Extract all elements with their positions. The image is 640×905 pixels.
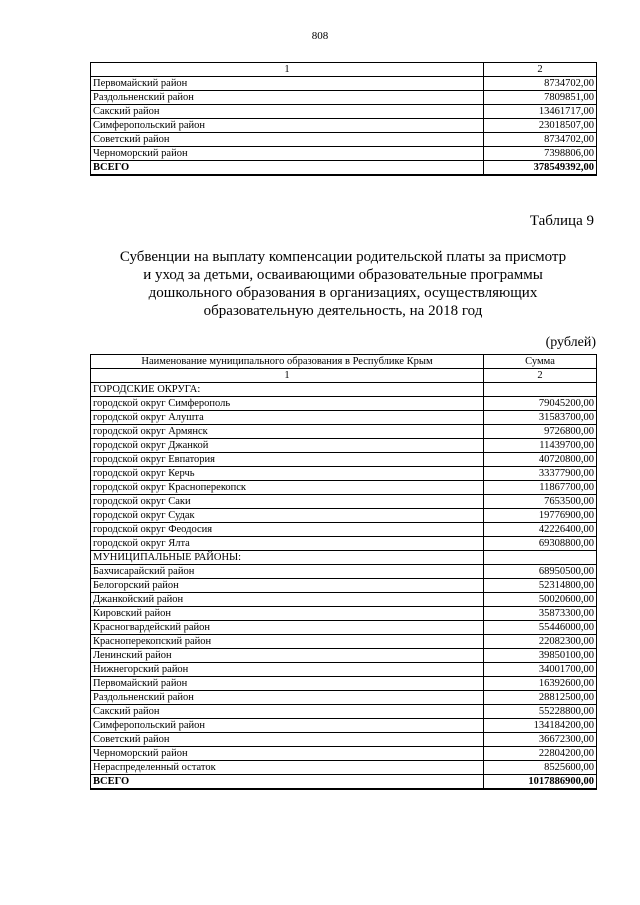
row-value: 23018507,00 — [484, 119, 597, 133]
table-row — [91, 663, 597, 677]
row-value: 52314800,00 — [484, 579, 597, 593]
table-row — [91, 761, 597, 775]
table-row — [91, 579, 597, 593]
row-value: 22804200,00 — [484, 747, 597, 761]
row-value: 68950500,00 — [484, 565, 597, 579]
row-name: городской округ Керчь — [91, 467, 484, 481]
row-value: 7653500,00 — [484, 495, 597, 509]
total-row — [91, 161, 597, 176]
row-value: 34001700,00 — [484, 663, 597, 677]
table-row — [91, 77, 597, 91]
table-row — [91, 411, 597, 425]
row-name: городской округ Ялта — [91, 537, 484, 551]
row-name: ВСЕГО — [91, 775, 484, 790]
row-name: Симферопольский район — [91, 119, 484, 133]
table-row — [91, 453, 597, 467]
column-number-row — [91, 63, 597, 77]
row-value: 8734702,00 — [484, 77, 597, 91]
row-name: Черноморский район — [91, 747, 484, 761]
row-name: Сакский район — [91, 105, 484, 119]
title-line: и уход за детьми, осваивающими образовательные программы — [143, 267, 543, 283]
row-name: Советский район — [91, 133, 484, 147]
row-name: городской округ Джанкой — [91, 439, 484, 453]
row-value: 134184200,00 — [484, 719, 597, 733]
row-value: 42226400,00 — [484, 523, 597, 537]
column-number-row — [91, 369, 597, 383]
table-row — [91, 607, 597, 621]
table-row — [91, 635, 597, 649]
row-name: городской округ Судак — [91, 509, 484, 523]
column-number-2: 2 — [484, 63, 597, 77]
header-name: Наименование муниципального образования в Республике Крым — [91, 355, 484, 369]
row-value: 33377900,00 — [484, 467, 597, 481]
row-name: Черноморский район — [91, 147, 484, 161]
row-name: Раздольненский район — [91, 91, 484, 105]
row-name: городской округ Армянск — [91, 425, 484, 439]
row-name: городской округ Алушта — [91, 411, 484, 425]
row-value: 31583700,00 — [484, 411, 597, 425]
row-name: ГОРОДСКИЕ ОКРУГА: — [91, 383, 484, 397]
row-name: ВСЕГО — [91, 161, 484, 176]
column-number-1: 1 — [91, 63, 484, 77]
row-name: Белогорский район — [91, 579, 484, 593]
table-row — [91, 467, 597, 481]
table-row — [91, 439, 597, 453]
row-name: МУНИЦИПАЛЬНЫЕ РАЙОНЫ: — [91, 551, 484, 565]
row-value — [484, 383, 597, 397]
row-name: Раздольненский район — [91, 691, 484, 705]
table-row — [91, 397, 597, 411]
row-value: 9726800,00 — [484, 425, 597, 439]
table-row — [91, 523, 597, 537]
table-row — [91, 565, 597, 579]
table-row — [91, 691, 597, 705]
row-value: 55228800,00 — [484, 705, 597, 719]
row-value: 55446000,00 — [484, 621, 597, 635]
row-value: 79045200,00 — [484, 397, 597, 411]
row-value: 50020600,00 — [484, 593, 597, 607]
row-name: Красногвардейский район — [91, 621, 484, 635]
row-value: 39850100,00 — [484, 649, 597, 663]
section-header-row — [91, 383, 597, 397]
header-sum: Сумма — [484, 355, 597, 369]
table-row — [91, 105, 597, 119]
table-row — [91, 649, 597, 663]
table-row — [91, 91, 597, 105]
page-number: 808 — [311, 30, 329, 42]
row-value: 69308800,00 — [484, 537, 597, 551]
table-row — [91, 705, 597, 719]
row-value: 16392600,00 — [484, 677, 597, 691]
table-row — [91, 425, 597, 439]
row-name: Советский район — [91, 733, 484, 747]
table-row — [91, 147, 597, 161]
row-value: 40720800,00 — [484, 453, 597, 467]
table-row — [91, 747, 597, 761]
row-value: 36672300,00 — [484, 733, 597, 747]
row-value: 35873300,00 — [484, 607, 597, 621]
row-value: 7809851,00 — [484, 91, 597, 105]
title-line: образовательную деятельность, на 2018 год — [203, 303, 483, 319]
row-value: 11439700,00 — [484, 439, 597, 453]
table-label: Таблица 9 — [529, 213, 594, 229]
row-name: Сакский район — [91, 705, 484, 719]
row-name: Первомайский район — [91, 677, 484, 691]
row-value: 11867700,00 — [484, 481, 597, 495]
table-row — [91, 133, 597, 147]
row-name: городской округ Феодосия — [91, 523, 484, 537]
row-value: 13461717,00 — [484, 105, 597, 119]
row-name: городской округ Саки — [91, 495, 484, 509]
row-value: 7398806,00 — [484, 147, 597, 161]
table-row — [91, 621, 597, 635]
row-name: Первомайский район — [91, 77, 484, 91]
row-value: 22082300,00 — [484, 635, 597, 649]
table-title — [90, 248, 596, 320]
row-name: городской округ Симферополь — [91, 397, 484, 411]
table-row — [91, 719, 597, 733]
table-row — [91, 495, 597, 509]
row-value: 28812500,00 — [484, 691, 597, 705]
table-row — [91, 119, 597, 133]
title-line: Субвенции на выплату компенсации родительской платы за присмотр — [119, 249, 567, 265]
header-row — [91, 355, 597, 369]
units-label: (рублей) — [545, 335, 596, 350]
table-row — [91, 537, 597, 551]
row-value: 378549392,00 — [484, 161, 597, 176]
subvention-table — [90, 354, 597, 790]
row-value: 8734702,00 — [484, 133, 597, 147]
title-line: дошкольного образования в организациях, осуществляющих — [148, 285, 538, 301]
row-name: Джанкойский район — [91, 593, 484, 607]
section-header-row — [91, 551, 597, 565]
table-row — [91, 593, 597, 607]
column-number-1: 1 — [91, 369, 484, 383]
row-value: 8525600,00 — [484, 761, 597, 775]
row-name: Бахчисарайский район — [91, 565, 484, 579]
row-value: 19776900,00 — [484, 509, 597, 523]
row-name: Нераспределенный остаток — [91, 761, 484, 775]
column-number-2: 2 — [484, 369, 597, 383]
table-row — [91, 677, 597, 691]
row-name: Нижнегорский район — [91, 663, 484, 677]
table-row — [91, 509, 597, 523]
row-name: Симферопольский район — [91, 719, 484, 733]
row-name: Красноперекопский район — [91, 635, 484, 649]
row-name: городской округ Евпатория — [91, 453, 484, 467]
table-row — [91, 481, 597, 495]
row-name: Ленинский район — [91, 649, 484, 663]
table-row — [91, 733, 597, 747]
row-value — [484, 551, 597, 565]
total-row — [91, 775, 597, 790]
row-name: Кировский район — [91, 607, 484, 621]
row-name: городской округ Красноперекопск — [91, 481, 484, 495]
row-value: 1017886900,00 — [484, 775, 597, 790]
top-continuation-table — [90, 62, 597, 176]
